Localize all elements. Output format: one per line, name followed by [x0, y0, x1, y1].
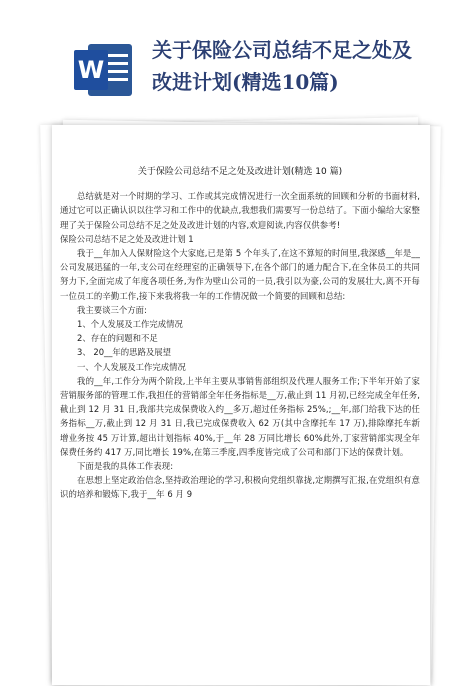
word-icon	[74, 40, 134, 98]
page-title	[152, 34, 452, 98]
paragraph-3: 下面是我的具体工作表现:	[77, 461, 174, 472]
intro-paragraph: 总结就是对一个时期的学习、工作或其完成情况进行一次全面系统的回顾和分析的书面材料,通过它可以正确认识以往学习和工作中的优缺点,我想我们需要写一份总结了。下面小编给大家整理了关于保险公司总结不足之处及改进计划的内容,欢迎阅读,内容仅供参考!	[60, 191, 420, 230]
paragraph-2: 我的__年,工作分为两个阶段,上半年主要从事销售部组织及代理人服务工作;下半年开始了家营销服务部的管理工作,我担任的营销部全年任务指标是__万,截止到 11 月初,已经完成全年任务,截止到 12 月 31 日,我部共完成保费收入约__多万,超过任务指标 25%,;__年,部门给我下达的任务指标__万,截止到 12 月 31 日,我已完成保费收入 62 万(其中含摩托车 17 万),排除摩托车新增业务按 45 万计算,超出计划指标 40%,于__年 28 万同比增长 60%此外,丁家营销部实现全年保费任务约 417 万,同比增长 19%,在第三季度,四季度皆完成了公司和部门下达的保费计划。	[60, 375, 420, 457]
list-intro: 我主要谈三个方面:	[77, 304, 147, 315]
document-body	[60, 125, 420, 669]
word-icon-letter: W	[74, 50, 108, 90]
list-item: 1、个人发展及工作完成情况	[77, 319, 183, 330]
list-item: 2、存在的问题和不足	[77, 333, 158, 344]
paragraph-1: 我于__年加入人保财险这个大家庭,已是第 5 个年头了,在这不算短的时间里,我深感__年是__公司发展迅猛的一年,支公司在经理室的正确领导下,在各个部门的通力配合下,在全体员工的共同努力下,全面完成了年度各项任务,为作为壁山公司的一员,我引以为豪,公司的发展壮大,离不开每一位员工的辛勤工作,接下来我将我一年的工作情况做一个简要的回顾和总结:	[60, 248, 420, 301]
title-line-1: 关于保险公司总结不足之处及	[152, 38, 412, 62]
paragraph-4: 在思想上坚定政治信念,坚持政治理论的学习,积极向党组织靠拢,定期撰写汇报,在党组织有意识的培养和锻炼下,我于__年 6 月 9	[60, 475, 420, 500]
list-item: 3、 20__年的思路及展望	[77, 347, 172, 358]
word-icon-lines	[108, 54, 128, 86]
title-line-2: 改进计划(精选10篇)	[152, 70, 339, 94]
document-heading: 关于保险公司总结不足之处及改进计划(精选 10 篇)	[137, 167, 343, 177]
section-heading: 一、个人发展及工作完成情况	[77, 361, 186, 372]
sub-title: 保险公司总结不足之处及改进计划 1	[60, 233, 194, 244]
